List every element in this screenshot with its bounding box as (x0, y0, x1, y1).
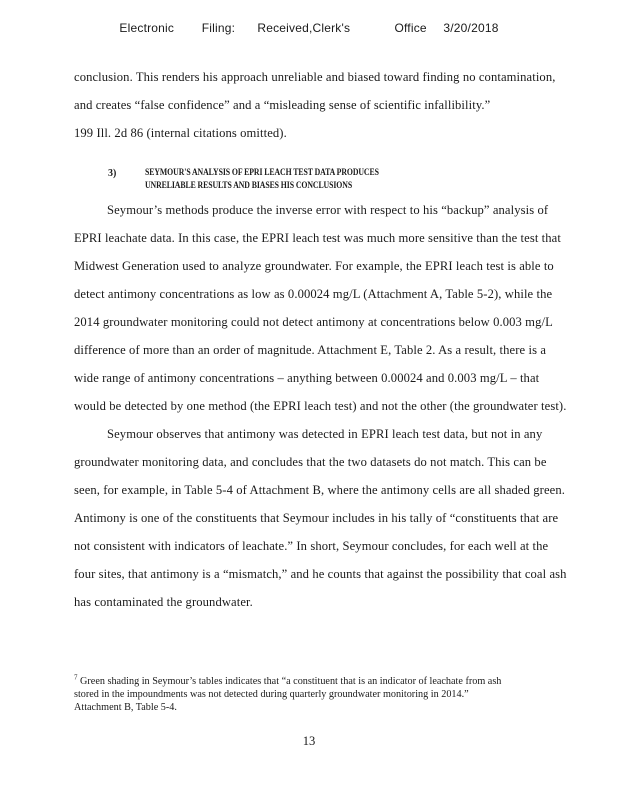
body-line: seen, for example, in Table 5-4 of Attachment B, where the antimony cells are all shaded green. (74, 483, 565, 497)
body-line: EPRI leachate data. In this case, the EPRI leach test was much more sensitive than the test that (74, 231, 561, 245)
page-number: 13 (302, 734, 316, 748)
footnote-line: stored in the impoundments was not detected during quarterly groundwater monitoring in 2014.” (74, 689, 469, 700)
footnote-line (74, 673, 502, 687)
body-line: not consistent with indicators of leachate.” In short, Seymour concludes, for each well at the (74, 539, 549, 553)
footnote-text: Green shading in Seymour’s tables indicates that “a constituent that is an indicator of leachate from ash (80, 676, 502, 687)
body-line: Seymour observes that antimony was detected in EPRI leach test data, but not in any (107, 427, 543, 441)
body-line: Antimony is one of the constituents that Seymour includes in his tally of “constituents that are (74, 511, 559, 525)
filing-header: Electronic Filing: Received,Clerk's Office 3/20/2018 (119, 21, 499, 35)
body-line: 2014 groundwater monitoring could not detect antimony at concentrations below 0.003 mg/L (74, 315, 553, 329)
body-line: would be detected by one method (the EPRI leach test) and not the other (the groundwater test). (74, 399, 567, 413)
body-line: groundwater monitoring data, and concludes that the two datasets do not match. This can be (74, 455, 547, 469)
body-line: Seymour’s methods produce the inverse error with respect to his “backup” analysis of (107, 203, 549, 217)
section-number: 3) (108, 168, 117, 179)
section-heading-line: SEYMOUR'S ANALYSIS OF EPRI LEACH TEST DATA PRODUCES (145, 168, 379, 178)
footnote-mark: 7 (74, 673, 78, 682)
body-line: four sites, that antimony is a “mismatch,” and he counts that against the possibility that coal ash (74, 567, 567, 581)
body-line: and creates “false confidence” and a “misleading sense of scientific infallibility.” (74, 98, 491, 112)
section-heading-line: UNRELIABLE RESULTS AND BIASES HIS CONCLUSIONS (145, 181, 353, 191)
body-line: conclusion. This renders his approach unreliable and biased toward finding no contamination, (74, 70, 556, 84)
footnote-line: Attachment B, Table 5-4. (74, 702, 177, 713)
body-line: has contaminated the groundwater. (74, 595, 253, 609)
body-line: detect antimony concentrations as low as 0.00024 mg/L (Attachment A, Table 5-2), while the (74, 287, 553, 301)
body-line: difference of more than an order of magnitude. Attachment E, Table 2. As a result, there is a (74, 343, 547, 357)
body-line: wide range of antimony concentrations – anything between 0.00024 and 0.003 mg/L – that (74, 371, 540, 385)
body-line: 199 Ill. 2d 86 (internal citations omitted). (74, 126, 287, 140)
body-line: Midwest Generation used to analyze groundwater. For example, the EPRI leach test is able to (74, 259, 554, 273)
